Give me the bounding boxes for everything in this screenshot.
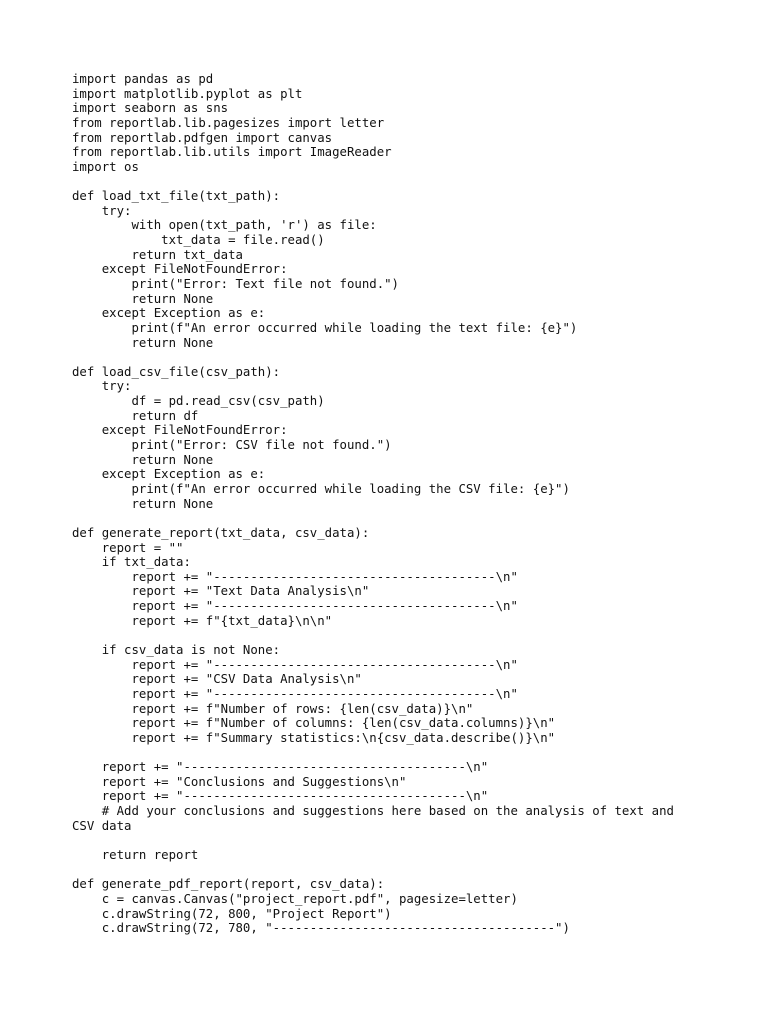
code-line: from reportlab.lib.utils import ImageReader xyxy=(72,145,392,160)
code-line: import matplotlib.pyplot as plt xyxy=(72,86,303,101)
code-line: def load_csv_file(csv_path): xyxy=(72,364,281,379)
code-line: print(f"An error occurred while loading the text file: {e}") xyxy=(72,320,578,335)
code-line: def generate_pdf_report(report, csv_data): xyxy=(72,877,385,892)
code-line: return None xyxy=(72,496,214,511)
code-line: return None xyxy=(72,452,214,467)
code-line: report += f"Number of columns: {len(csv_data.columns)}\n" xyxy=(72,716,556,731)
code-line xyxy=(72,863,702,878)
code-line: if csv_data is not None: xyxy=(72,642,281,657)
code-line: report += "CSV Data Analysis\n" xyxy=(72,672,362,687)
code-line: # Add your conclusions and suggestions here based on the analysis of text and xyxy=(72,804,674,819)
code-line: if txt_data: xyxy=(72,555,191,570)
code-line: CSV data xyxy=(72,818,132,833)
code-line xyxy=(72,628,702,643)
code-line: report += f"Summary statistics:\n{csv_data.describe()}\n" xyxy=(72,730,556,745)
code-line: report = "" xyxy=(72,540,184,555)
code-line: return None xyxy=(72,335,214,350)
code-line: import pandas as pd xyxy=(72,72,214,86)
code-line: try: xyxy=(72,379,132,394)
code-line: return None xyxy=(72,291,214,306)
code-document xyxy=(72,72,702,936)
code-line: report += "Conclusions and Suggestions\n" xyxy=(72,774,407,789)
code-line xyxy=(72,511,702,526)
code-line: import os xyxy=(72,159,139,174)
code-line: try: xyxy=(72,203,132,218)
code-line: return report xyxy=(72,847,199,862)
code-line: print("Error: CSV file not found.") xyxy=(72,438,392,453)
code-line: return txt_data xyxy=(72,247,243,262)
code-line: print("Error: Text file not found.") xyxy=(72,276,399,291)
code-line xyxy=(72,350,702,365)
code-line xyxy=(72,745,702,760)
code-line: def load_txt_file(txt_path): xyxy=(72,189,281,204)
code-line: report += f"Number of rows: {len(csv_data)}\n" xyxy=(72,701,474,716)
code-line: report += "--------------------------------------\n" xyxy=(72,789,489,804)
code-line: c.drawString(72, 800, "Project Report") xyxy=(72,906,392,921)
code-line: import seaborn as sns xyxy=(72,101,229,116)
code-line: c = canvas.Canvas("project_report.pdf", pagesize=letter) xyxy=(72,891,518,906)
code-line: def generate_report(txt_data, csv_data): xyxy=(72,525,370,540)
code-line: print(f"An error occurred while loading the CSV file: {e}") xyxy=(72,481,570,496)
code-line: except Exception as e: xyxy=(72,306,266,321)
code-line: report += "--------------------------------------\n" xyxy=(72,686,518,701)
code-line: df = pd.read_csv(csv_path) xyxy=(72,394,325,409)
code-line: txt_data = file.read() xyxy=(72,233,325,248)
code-line: except FileNotFoundError: xyxy=(72,423,288,438)
code-line xyxy=(72,174,702,189)
code-line: report += "--------------------------------------\n" xyxy=(72,569,518,584)
code-line: c.drawString(72, 780, "--------------------------------------") xyxy=(72,921,570,936)
code-line: from reportlab.pdfgen import canvas xyxy=(72,130,333,145)
code-line: report += "Text Data Analysis\n" xyxy=(72,584,370,599)
code-line: return df xyxy=(72,408,199,423)
code-line: report += f"{txt_data}\n\n" xyxy=(72,613,333,628)
code-line: report += "--------------------------------------\n" xyxy=(72,599,518,614)
code-line: with open(txt_path, 'r') as file: xyxy=(72,218,377,233)
code-line: from reportlab.lib.pagesizes import letter xyxy=(72,115,385,130)
code-line: except Exception as e: xyxy=(72,467,266,482)
code-line: except FileNotFoundError: xyxy=(72,262,288,277)
code-line xyxy=(72,833,702,848)
code-line: report += "--------------------------------------\n" xyxy=(72,657,518,672)
code-line: report += "--------------------------------------\n" xyxy=(72,760,489,775)
